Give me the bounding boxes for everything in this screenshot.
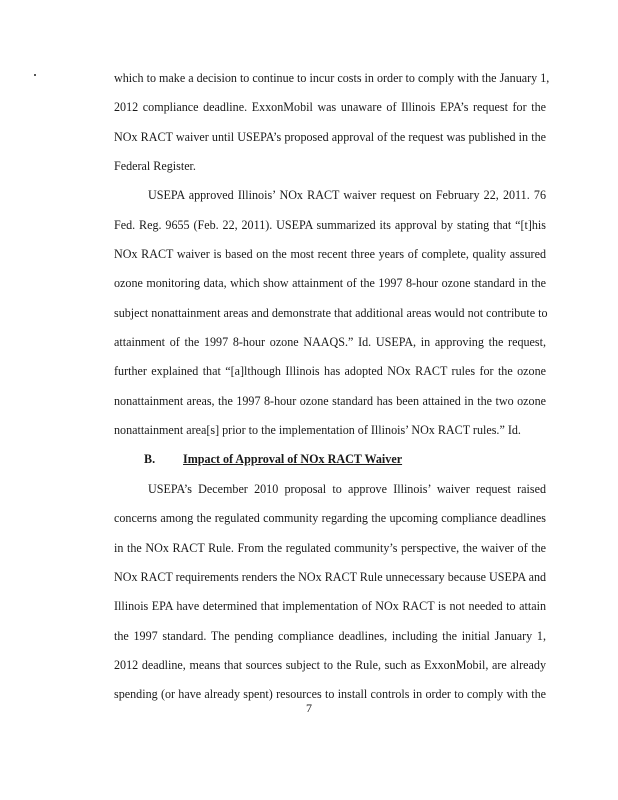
text-line: USEPA’s December 2010 proposal to approve Illinois’ waiver request raised: [148, 481, 546, 496]
text-line: nonattainment areas, the 1997 8-hour ozone standard has been attained in the two ozone: [114, 393, 546, 408]
text-line: 2012 deadline, means that sources subject to the Rule, such as ExxonMobil, are already: [114, 657, 546, 672]
section-title: Impact of Approval of NOx RACT Waiver: [183, 452, 403, 467]
text-line: NOx RACT waiver until USEPA’s proposed approval of the request was published in the: [114, 129, 546, 144]
text-line: concerns among the regulated community regarding the upcoming compliance deadlines: [114, 511, 546, 526]
text-line: in the NOx RACT Rule. From the regulated community’s perspective, the waiver of the: [114, 540, 546, 555]
paragraph-impact: [114, 475, 546, 710]
text-line: Illinois EPA have determined that implementation of NOx RACT is not needed to attain: [114, 599, 546, 614]
text-line: USEPA approved Illinois’ NOx RACT waiver request on February 22, 2011. 76: [148, 188, 546, 203]
text-line: NOx RACT requirements renders the NOx RACT Rule unnecessary because USEPA and: [114, 569, 547, 584]
text-line: NOx RACT waiver is based on the most recent three years of complete, quality assured: [114, 247, 546, 262]
text-line: nonattainment area[s] prior to the implementation of Illinois’ NOx RACT rules.” Id.: [114, 423, 521, 438]
text-line: Fed. Reg. 9655 (Feb. 22, 2011). USEPA summarized its approval by stating that “[t]his: [114, 217, 546, 232]
text-line: 2012 compliance deadline. ExxonMobil was unaware of Illinois EPA’s request for the: [114, 100, 546, 115]
text-line: spending (or have already spent) resources to install controls in order to comply with the: [114, 687, 546, 702]
text-line: attainment of the 1997 8-hour ozone NAAQS.” Id. USEPA, in approving the request,: [114, 335, 546, 350]
text-line: which to make a decision to continue to incur costs in order to comply with the January 1,: [114, 71, 550, 85]
text-line: the 1997 standard. The pending compliance deadlines, including the initial January 1,: [114, 628, 546, 643]
section-heading: [114, 445, 546, 474]
page-number: 7: [306, 701, 312, 715]
text-line: subject nonattainment areas and demonstrate that additional areas would not contribute to: [114, 305, 548, 320]
text-line: Federal Register.: [114, 159, 196, 174]
text-line: further explained that “[a]lthough Illinois has adopted NOx RACT rules for the ozone: [114, 364, 546, 379]
paragraph-usepa-approval: [114, 181, 546, 445]
body-text: [114, 64, 550, 710]
scan-speck: [34, 74, 36, 76]
section-letter: B.: [144, 452, 156, 467]
text-line: ozone monitoring data, which show attainment of the 1997 8-hour ozone standard in the: [114, 276, 546, 291]
continuation-paragraph: [114, 64, 550, 181]
